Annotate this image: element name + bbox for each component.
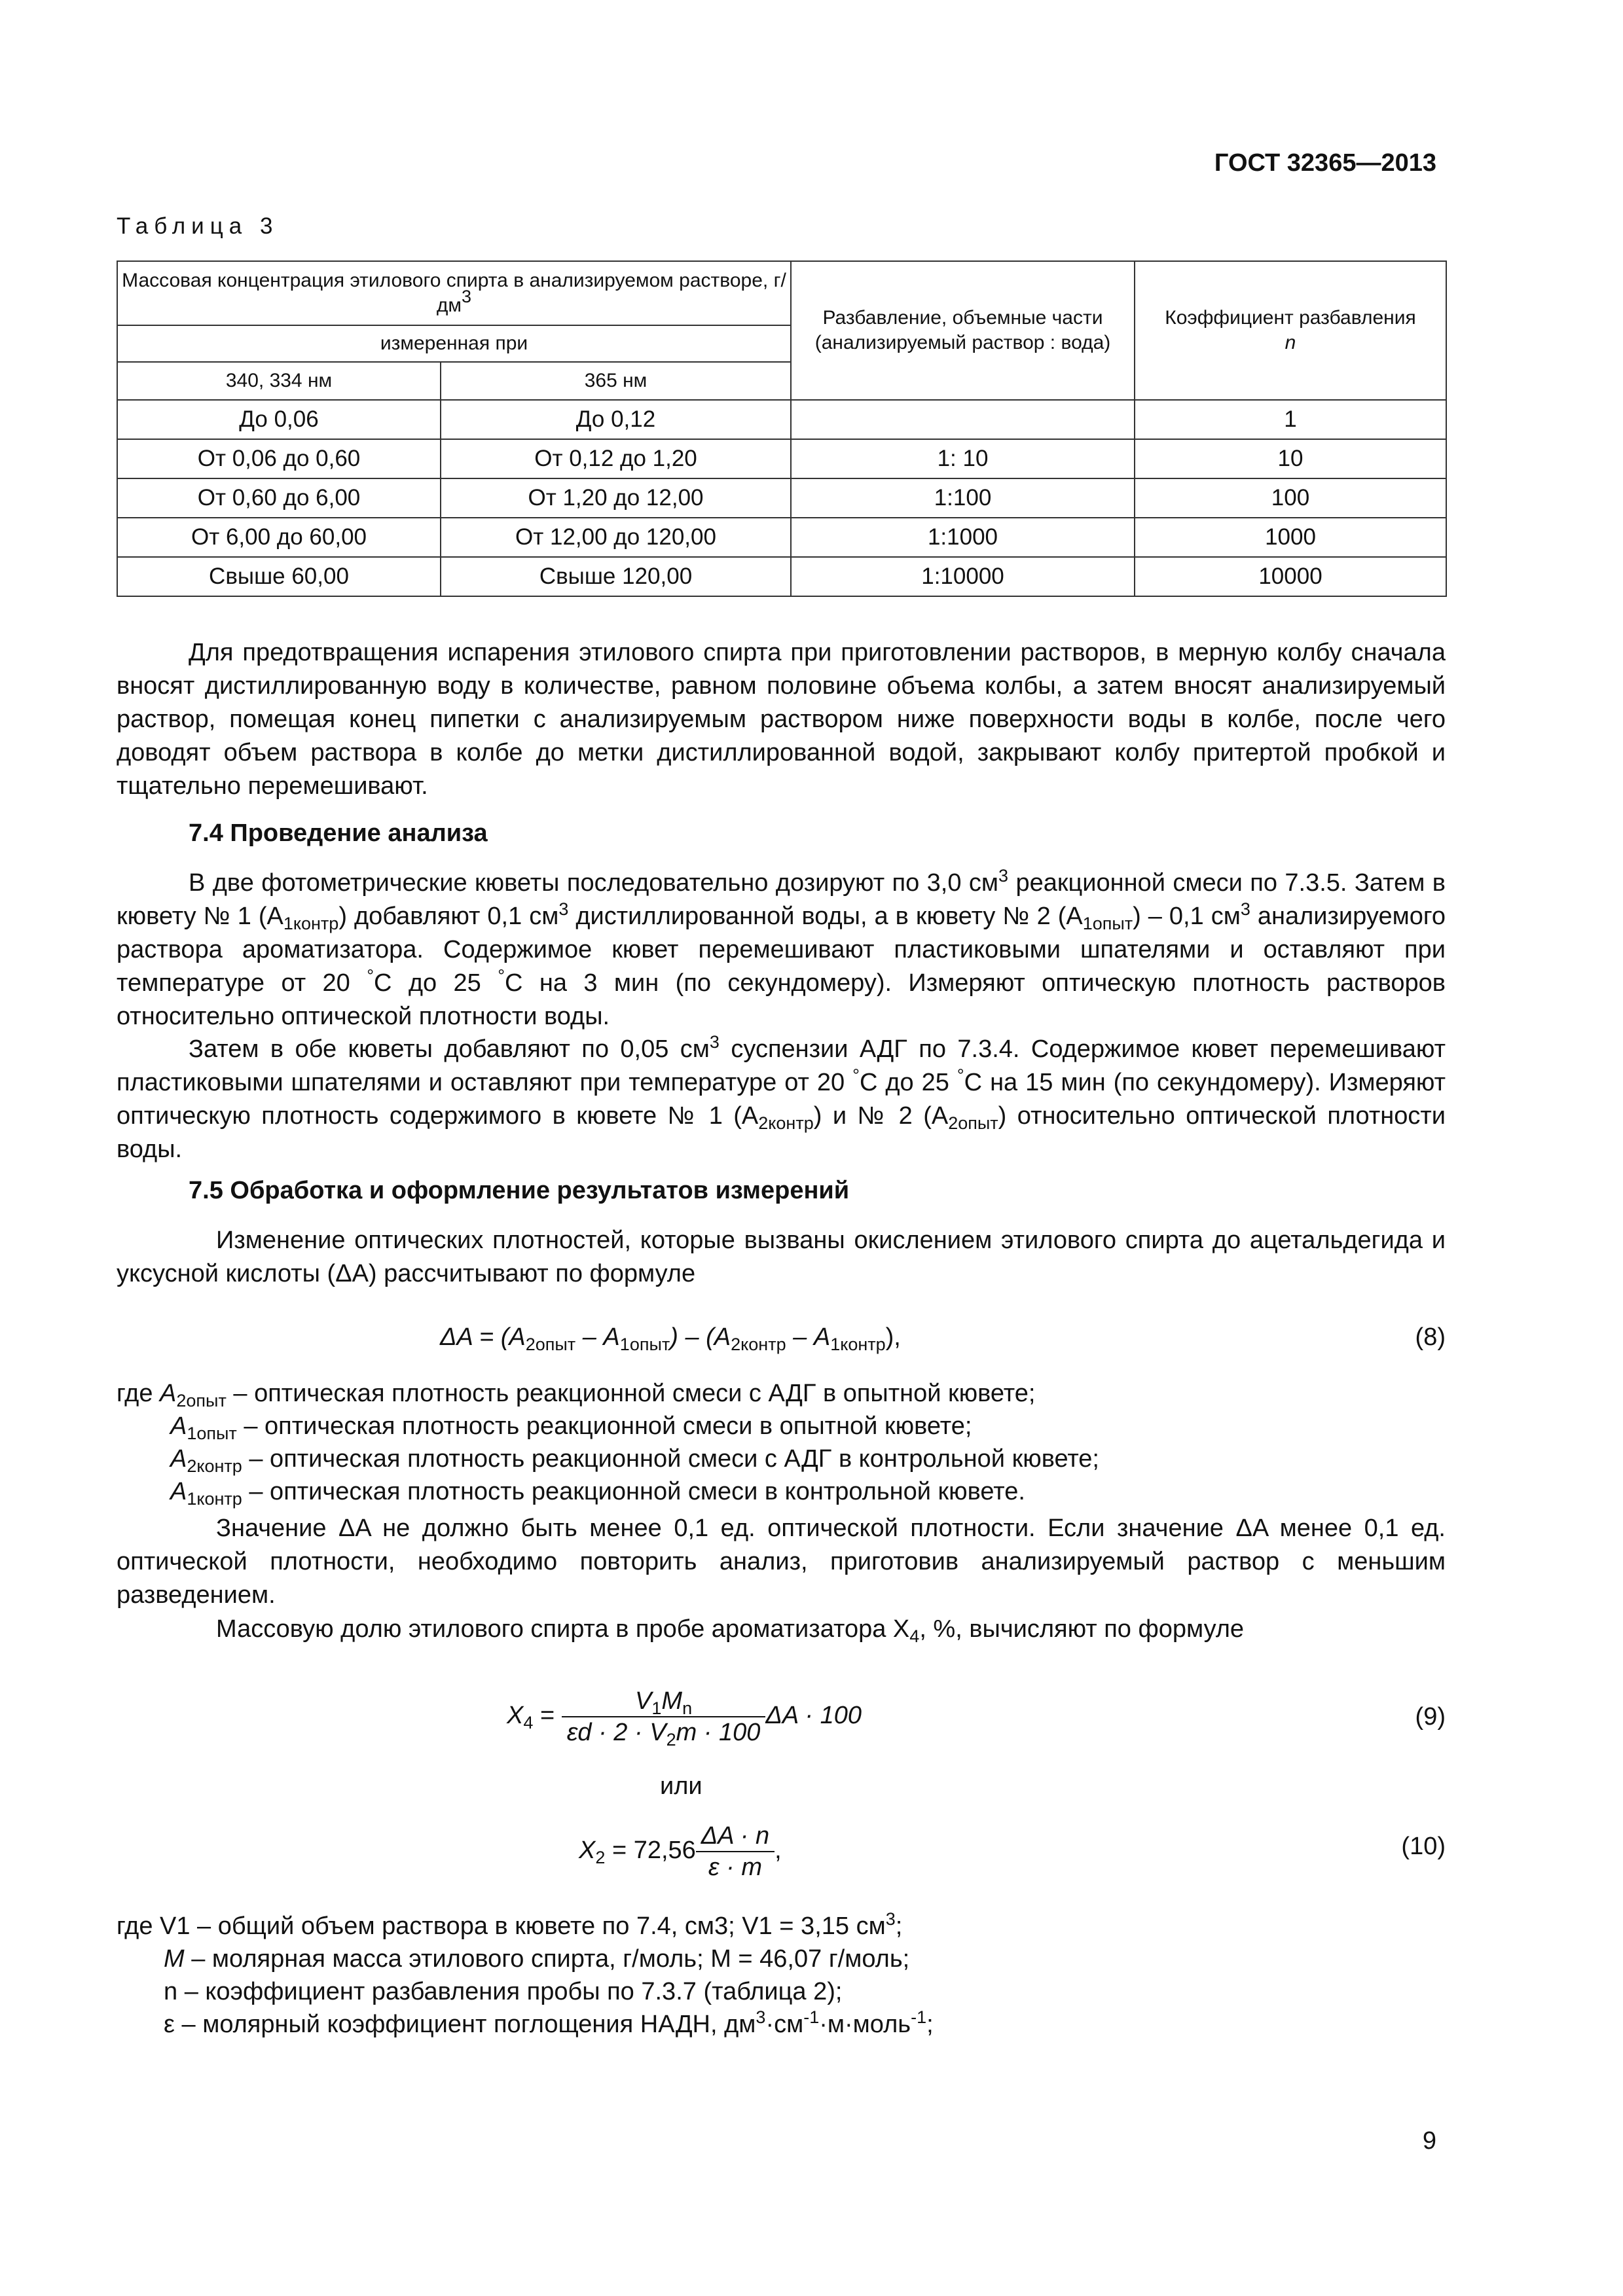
header-wavelength-1: 340, 334 нм bbox=[117, 362, 441, 400]
header-measured: измеренная при bbox=[117, 325, 791, 362]
table-cell: От 0,12 до 1,20 bbox=[441, 439, 791, 478]
table-cell: 1:10000 bbox=[791, 557, 1135, 596]
paragraph-delta-a-limit: Значение ΔA не должно быть менее 0,1 ед. оптической плотности. Если значение ΔA менее 0,1 ед. оптической плотности, необходимо повторить анализ, приготовив анализируемый раствор с меньшим разведением. bbox=[117, 1515, 1446, 1609]
header-dilution: Разбавление, объемные части (анализируемый раствор : вода) bbox=[791, 261, 1135, 400]
equation-number-10: (10) bbox=[1401, 1833, 1446, 1860]
formula-9-fraction: $\frac{V_1M_n}{\varepsilon d \cdot 2 \cdot V_2m \cdot 100}$ bbox=[562, 1686, 766, 1748]
formula-10: $X_2 = 72,56$ $\frac{\Delta A \cdot n}{\varepsilon \cdot m}$ , bbox=[579, 1822, 782, 1881]
equation-number-8: (8) bbox=[1415, 1323, 1446, 1351]
table-cell: 100 bbox=[1135, 478, 1446, 518]
table-cell: До 0,06 bbox=[117, 400, 441, 439]
table-cell: До 0,12 bbox=[441, 400, 791, 439]
table-cell: 1: 10 bbox=[791, 439, 1135, 478]
table-row bbox=[117, 557, 1446, 596]
definition-a2-kontr: $A_{2контр}$ – оптическая плотность реакционной смеси с АДГ в контрольной кювете; bbox=[170, 1445, 1099, 1476]
paragraph-evaporation: Для предотвращения испарения этилового спирта при приготовлении растворов, в мерную колбу сначала вносят дистиллированную воду в количестве, равном половине объема колбы, а затем вносят анализируемый раствор, помещая конец пипетки с анализируемым раствором ниже поверхности воды в колбе, после чего доводят объем раствора в колбе до метки дистиллированной водой, закрывают колбу притертой пробкой и тщательно перемешивают. bbox=[117, 639, 1446, 800]
table-cell: От 12,00 до 120,00 bbox=[441, 518, 791, 557]
equation-number-9: (9) bbox=[1415, 1703, 1446, 1731]
definition-n: n – коэффициент разбавления пробы по 7.3.7 (таблица 2); bbox=[164, 1978, 843, 2005]
table-row bbox=[117, 518, 1446, 557]
dilution-table bbox=[117, 260, 1447, 597]
page-number: 9 bbox=[1422, 2127, 1436, 2155]
table-cell: 10000 bbox=[1135, 557, 1446, 596]
header-wavelength-2: 365 нм bbox=[441, 362, 791, 400]
table-cell: 1:100 bbox=[791, 478, 1135, 518]
table-cell: 10 bbox=[1135, 439, 1446, 478]
definition-epsilon: ε – молярный коэффициент поглощения НАДН, $дм^3\cdot см^{-1}\cdot м\cdot моль^{-1}$; bbox=[164, 2007, 934, 2038]
definition-a1-opyt: $A_{1опыт}$ – оптическая плотность реакционной смеси в опытной кювете; bbox=[170, 1412, 972, 1443]
or-connector: или bbox=[660, 1772, 702, 1800]
definition-m: M – молярная масса этилового спирта, г/моль; M = 46,07 г/моль; bbox=[164, 1945, 910, 1973]
formula-9: $X_4$ = $\frac{V_1M_n}{\varepsilon d \cdot 2 \cdot V_2m \cdot 100}$ ΔA · 100 bbox=[507, 1687, 862, 1749]
definition-a2-opyt: где $A_{2опыт}$ – оптическая плотность реакционной смеси с АДГ в опытной кювете; bbox=[117, 1380, 1036, 1410]
definition-v1: где V1 – общий объем раствора в кювете по 7.4, см3; V1 = 3,15 $см^3$; bbox=[117, 1909, 903, 1940]
table-row bbox=[117, 478, 1446, 518]
table-cell: 1 bbox=[1135, 400, 1446, 439]
header-concentration: Массовая концентрация этилового спирта в анализируемом растворе, $г/дм^3$ bbox=[117, 261, 791, 325]
formula-10-fraction: $\frac{\Delta A \cdot n}{\varepsilon \cdot m}$ bbox=[696, 1821, 775, 1882]
table-row bbox=[117, 400, 1446, 439]
formula-8: $\Delta A = (A_{2опыт} - A_{1опыт}) - (A_{2контр} - A_{1контр})$, bbox=[440, 1323, 901, 1354]
definition-a1-kontr: $A_{1контр}$ – оптическая плотность реакционной смеси в контрольной кювете. bbox=[170, 1478, 1025, 1509]
table-cell: От 0,60 до 6,00 bbox=[117, 478, 441, 518]
paragraph-mass-fraction: Массовую долю этилового спирта в пробе ароматизатора $X_4$, %, вычисляют по формуле bbox=[216, 1615, 1245, 1646]
paragraph-7-4-1: В две фотометрические кюветы последовательно дозируют по 3,0 $см^3$ реакционной смеси по 7.3.5. Затем в кювету № 1 $(A_{1контр})$ добавляют 0,1 $см^3$ дистиллированной воды, а в кювету № 2 $(A_{1опыт}) - 0,1$ $см^3$ анализируемого раствора ароматизатора. Содержимое кювет перемешивают пластиковыми шпателями и оставляют при температуре от 20 °С до 25 °С на 3 мин (по секундомеру). Измеряют оптическую плотность растворов относительно оптической плотности воды. bbox=[117, 866, 1446, 1030]
section-7-4-heading: 7.4 Проведение анализа bbox=[189, 819, 488, 847]
table-cell: Свыше 60,00 bbox=[117, 557, 441, 596]
table-cell: 1:1000 bbox=[791, 518, 1135, 557]
table-cell: От 0,06 до 0,60 bbox=[117, 439, 441, 478]
table-cell: От 6,00 до 60,00 bbox=[117, 518, 441, 557]
paragraph-7-5-1: Изменение оптических плотностей, которые вызваны окислением этилового спирта до ацетальдегида и уксусной кислоты (ΔA) рассчитывают по формуле bbox=[117, 1227, 1446, 1287]
table-cell: От 1,20 до 12,00 bbox=[441, 478, 791, 518]
paragraph-7-4-2: Затем в обе кюветы добавляют по 0,05 $см^3$ суспензии АДГ по 7.3.4. Содержимое кювет перемешивают пластиковыми шпателями и оставляют при температуре от 20 °С до 25 °С на 15 мин (по секундомеру). Измеряют оптическую плотность содержимого в кювете № 1 $(A_{2контр})$ и № 2 $(A_{2опыт})$ относительно оптической плотности воды. bbox=[117, 1032, 1446, 1163]
standard-header: ГОСТ 32365—2013 bbox=[1214, 149, 1436, 177]
section-7-5-heading: 7.5 Обработка и оформление результатов измерений bbox=[189, 1177, 850, 1204]
table-label: Таблица 3 bbox=[117, 213, 279, 239]
table-row bbox=[117, 439, 1446, 478]
table-cell bbox=[791, 400, 1135, 439]
table-cell: Свыше 120,00 bbox=[441, 557, 791, 596]
header-coefficient: Коэффициент разбавления n bbox=[1135, 261, 1446, 400]
table-cell: 1000 bbox=[1135, 518, 1446, 557]
